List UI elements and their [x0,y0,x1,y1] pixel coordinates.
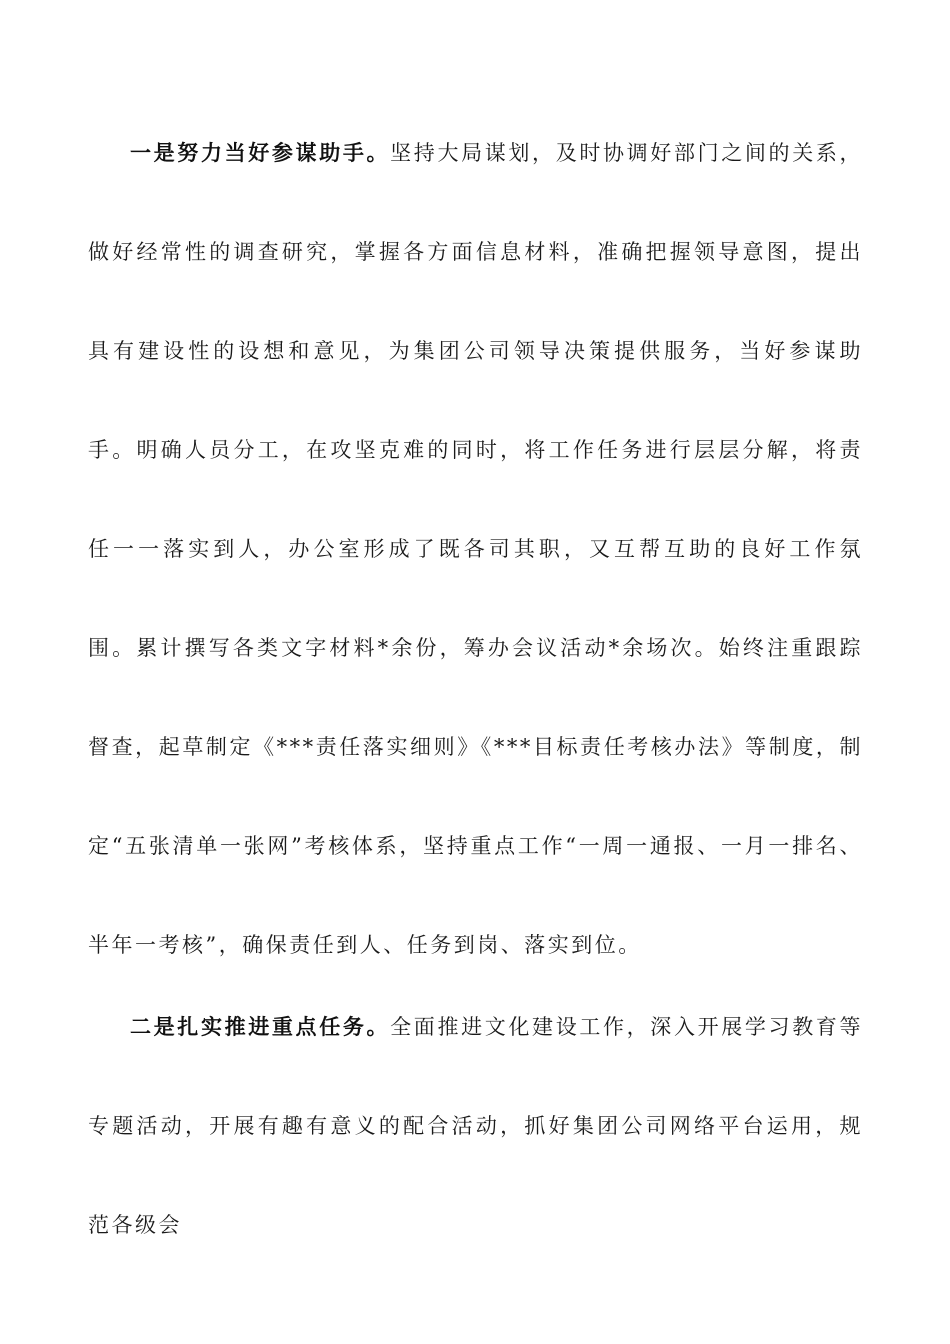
paragraph-body-text: 全面推进文化建设工作，深入开展学习教育等专题活动，开展有趣有意义的配合活动，抓好集团公司网络平台运用，规范各级会 [88,1015,864,1237]
paragraph-body-text: 坚持大局谋划，及时协调好部门之间的关系，做好经常性的调查研究，掌握各方面信息材料，准确把握领导意图，提出具有建设性的设想和意见，为集团公司领导决策提供服务，当好参谋助手。明确人员分工，在攻坚克难的同时，将工作任务进行层层分解，将责任一一落实到人，办公室形成了既各司其职，又互帮互助的良好工作氛围。累计撰写各类文字材料*余份，筹办会议活动*余场次。始终注重跟踪督查，起草制定《***责任落实细则》《***目标责任考核办法》等制度，制定“五张清单一张网”考核体系，坚持重点工作“一周一通报、一月一排名、半年一考核”，确保责任到人、任务到岗、落实到位。 [88,141,864,957]
paragraph-lead-heading: 二是扎实推进重点任务。 [130,1014,391,1039]
paragraph-key-tasks [88,977,863,1275]
paragraph-staff-assistant [88,103,863,995]
paragraph-lead-heading: 一是努力当好参谋助手。 [130,140,391,165]
